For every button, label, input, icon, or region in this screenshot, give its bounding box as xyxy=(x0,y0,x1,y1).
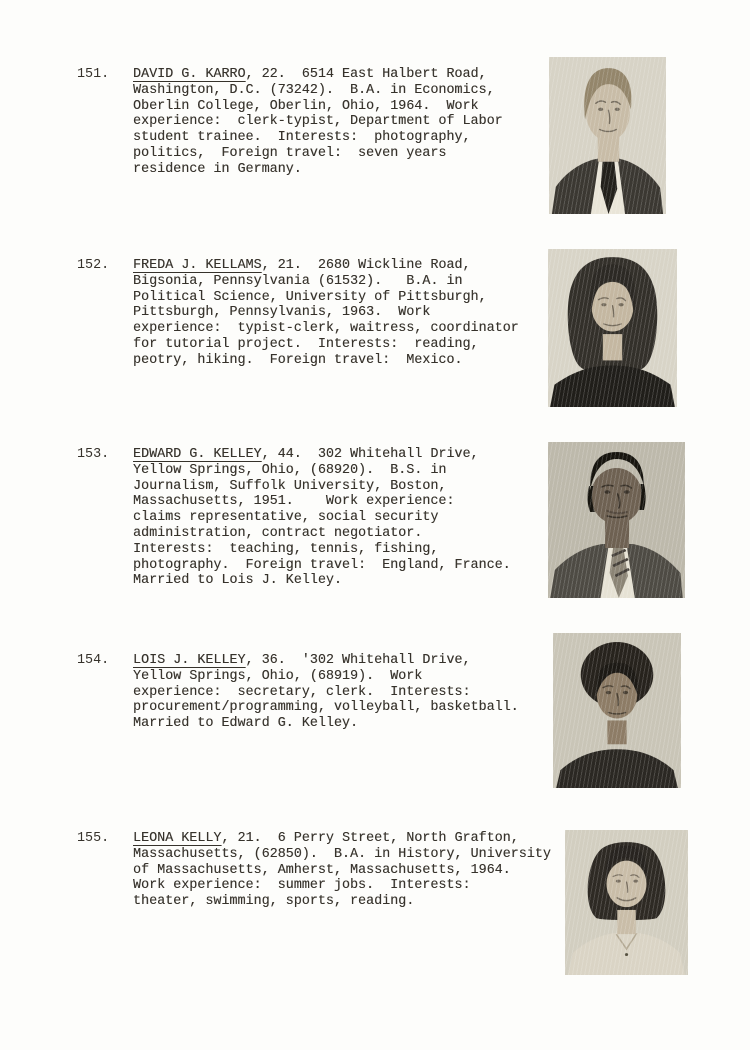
entry-line: Yellow Springs, Ohio, (68920). B.S. in xyxy=(133,462,447,478)
entry-name: FREDA J. KELLAMS xyxy=(133,258,262,273)
entry-first-line-rest: , 22. 6514 East Halbert Road, xyxy=(245,67,487,82)
entry-first-line-rest: , 44. 302 Whitehall Drive, xyxy=(261,447,479,462)
entry-line: Work experience: summer jobs. Interests: xyxy=(133,878,471,894)
entry-line: claims representative, social security xyxy=(133,510,439,526)
entry-line: administration, contract negotiator. xyxy=(133,525,423,541)
entry-first-line-rest: , 21. 6 Perry Street, North Grafton, xyxy=(221,831,519,846)
entry-line: Interests: teaching, tennis, fishing, xyxy=(133,541,439,557)
portrait-neck xyxy=(605,520,629,548)
entry-line: of Massachusetts, Amherst, Massachusetts, 1964. xyxy=(133,862,511,878)
entry-first-line xyxy=(133,67,503,83)
entry-text xyxy=(133,67,503,178)
portrait-photo-edward-kelley xyxy=(548,442,685,598)
entry-number: 152. xyxy=(77,258,110,273)
entry-line: experience: typist-clerk, waitress, coordinator xyxy=(133,321,519,337)
entry-number: 151. xyxy=(77,67,110,82)
entry-text xyxy=(133,653,519,732)
entry-line: for tutorial project. Interests: reading, xyxy=(133,336,479,352)
entry-line: Massachusetts, 1951. Work experience: xyxy=(133,494,455,510)
entry-line: experience: secretary, clerk. Interests: xyxy=(133,684,471,700)
entry-first-line xyxy=(133,447,511,463)
entry-first-line xyxy=(133,653,519,669)
portrait-graphic xyxy=(548,442,685,598)
entry-number: 153. xyxy=(77,447,110,462)
entry-line: theater, swimming, sports, reading. xyxy=(133,894,415,910)
portrait-neck xyxy=(603,334,622,360)
entry-line: Political Science, University of Pittsburgh, xyxy=(133,289,487,305)
portrait-face xyxy=(591,468,642,524)
portrait-graphic xyxy=(548,249,677,407)
entry-line: student trainee. Interests: photography, xyxy=(133,130,471,146)
entry-text xyxy=(133,831,551,910)
entry-name: EDWARD G. KELLEY xyxy=(133,447,262,462)
entry-line: Married to Lois J. Kelley. xyxy=(133,573,342,589)
portrait-photo-leona-kelly xyxy=(565,830,688,975)
entry-line: Oberlin College, Oberlin, Ohio, 1964. Work xyxy=(133,98,479,114)
entry-line: Married to Edward G. Kelley. xyxy=(133,716,358,732)
portrait-graphic xyxy=(549,57,666,214)
portrait-graphic xyxy=(553,633,681,788)
entry-number: 154. xyxy=(77,653,110,668)
portrait-neck xyxy=(607,720,626,744)
entry-line: photography. Foreign travel: England, France. xyxy=(133,557,511,573)
entry-line: Journalism, Suffolk University, Boston, xyxy=(133,478,447,494)
portrait-photo-david-karro xyxy=(549,57,666,214)
entry-line: Bigsonia, Pennsylvania (61532). B.A. in xyxy=(133,273,463,289)
entry-name: LOIS J. KELLEY xyxy=(133,653,246,668)
entry-line: Massachusetts, (62850). B.A. in History, University xyxy=(133,846,551,862)
portrait-graphic xyxy=(565,830,688,975)
entry-first-line xyxy=(133,258,519,274)
portrait-neck xyxy=(617,910,635,934)
entry-line: residence in Germany. xyxy=(133,161,302,177)
entry-line: Pittsburgh, Pennsylvanis, 1963. Work xyxy=(133,305,431,321)
entry-first-line-rest: , 36. '302 Whitehall Drive, xyxy=(245,653,471,668)
entry-line: procurement/programming, volleyball, basketball. xyxy=(133,700,519,716)
portrait-button xyxy=(625,953,628,956)
entry-name: LEONA KELLY xyxy=(133,831,222,846)
entry-line: experience: clerk-typist, Department of Labor xyxy=(133,114,503,130)
entry-first-line xyxy=(133,831,551,847)
entry-line: politics, Foreign travel: seven years xyxy=(133,145,447,161)
entry-number: 155. xyxy=(77,831,110,846)
entry-text xyxy=(133,258,519,369)
portrait-photo-lois-kelley xyxy=(553,633,681,788)
entry-text xyxy=(133,447,511,589)
entry-name: DAVID G. KARRO xyxy=(133,67,246,82)
entry-first-line-rest: , 21. 2680 Wickline Road, xyxy=(261,258,471,273)
entry-line: Washington, D.C. (73242). B.A. in Economics, xyxy=(133,82,495,98)
entry-line: Yellow Springs, Ohio, (68919). Work xyxy=(133,668,423,684)
entry-line: peotry, hiking. Foreign travel: Mexico. xyxy=(133,352,463,368)
portrait-photo-freda-kellams xyxy=(548,249,677,407)
